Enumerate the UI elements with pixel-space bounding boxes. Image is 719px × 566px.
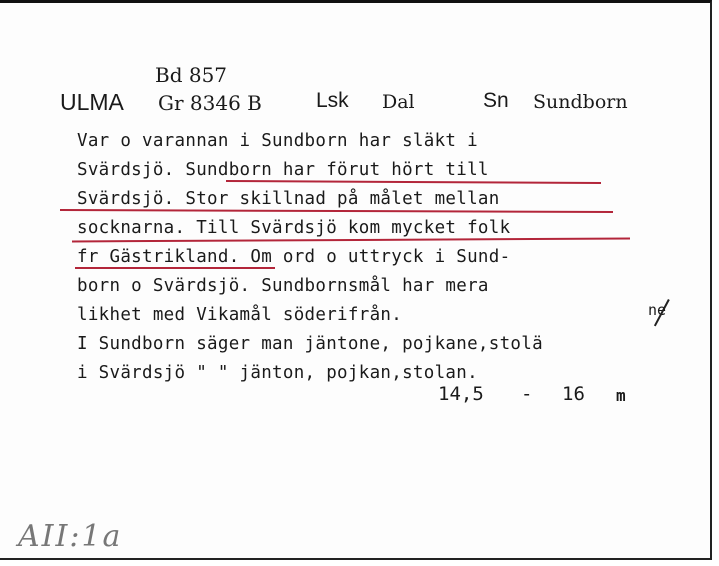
parish-value: Sundborn bbox=[533, 91, 628, 113]
province-value: Dal bbox=[382, 91, 415, 113]
card-header bbox=[0, 89, 710, 119]
measure-unit: m bbox=[616, 386, 626, 405]
record-number: Gr 8346 B bbox=[158, 91, 262, 115]
card-body bbox=[77, 127, 543, 388]
body-line-8: I Sundborn säger man jäntone, pojkane,stolä bbox=[77, 334, 543, 354]
measure-dash: - bbox=[521, 383, 533, 405]
body-line-9: i Svärdsjö " " jänton, pojkan,stolan. bbox=[77, 363, 478, 383]
province-label: Lsk bbox=[316, 89, 349, 112]
body-line-4: socknarna. Till Svärdsjö kom mycket folk bbox=[77, 218, 511, 238]
reference-number: Bd 857 bbox=[155, 63, 228, 87]
body-line-7: likhet med Vikamål söderifrån. bbox=[77, 305, 403, 325]
body-line-2: Svärdsjö. Sundborn har förut hört till bbox=[77, 160, 489, 180]
archive-stamp: AII:1a bbox=[18, 519, 123, 554]
body-line-3: Svärdsjö. Stor skillnad på målet mellan bbox=[77, 189, 500, 209]
underline-4 bbox=[75, 267, 275, 269]
handwritten-insertion: ne bbox=[648, 301, 667, 319]
archive-code: ULMA bbox=[60, 89, 124, 115]
body-line-5: fr Gästrikland. Om ord o uttryck i Sund- bbox=[77, 247, 511, 267]
measure-value: 14,5 bbox=[438, 383, 484, 405]
body-line-6: born o Svärdsjö. Sundbornsmål har mera bbox=[77, 276, 489, 296]
parish-label: Sn bbox=[483, 89, 509, 112]
body-line-1: Var o varannan i Sundborn har släkt i bbox=[77, 131, 478, 151]
measure-max: 16 bbox=[562, 383, 585, 405]
